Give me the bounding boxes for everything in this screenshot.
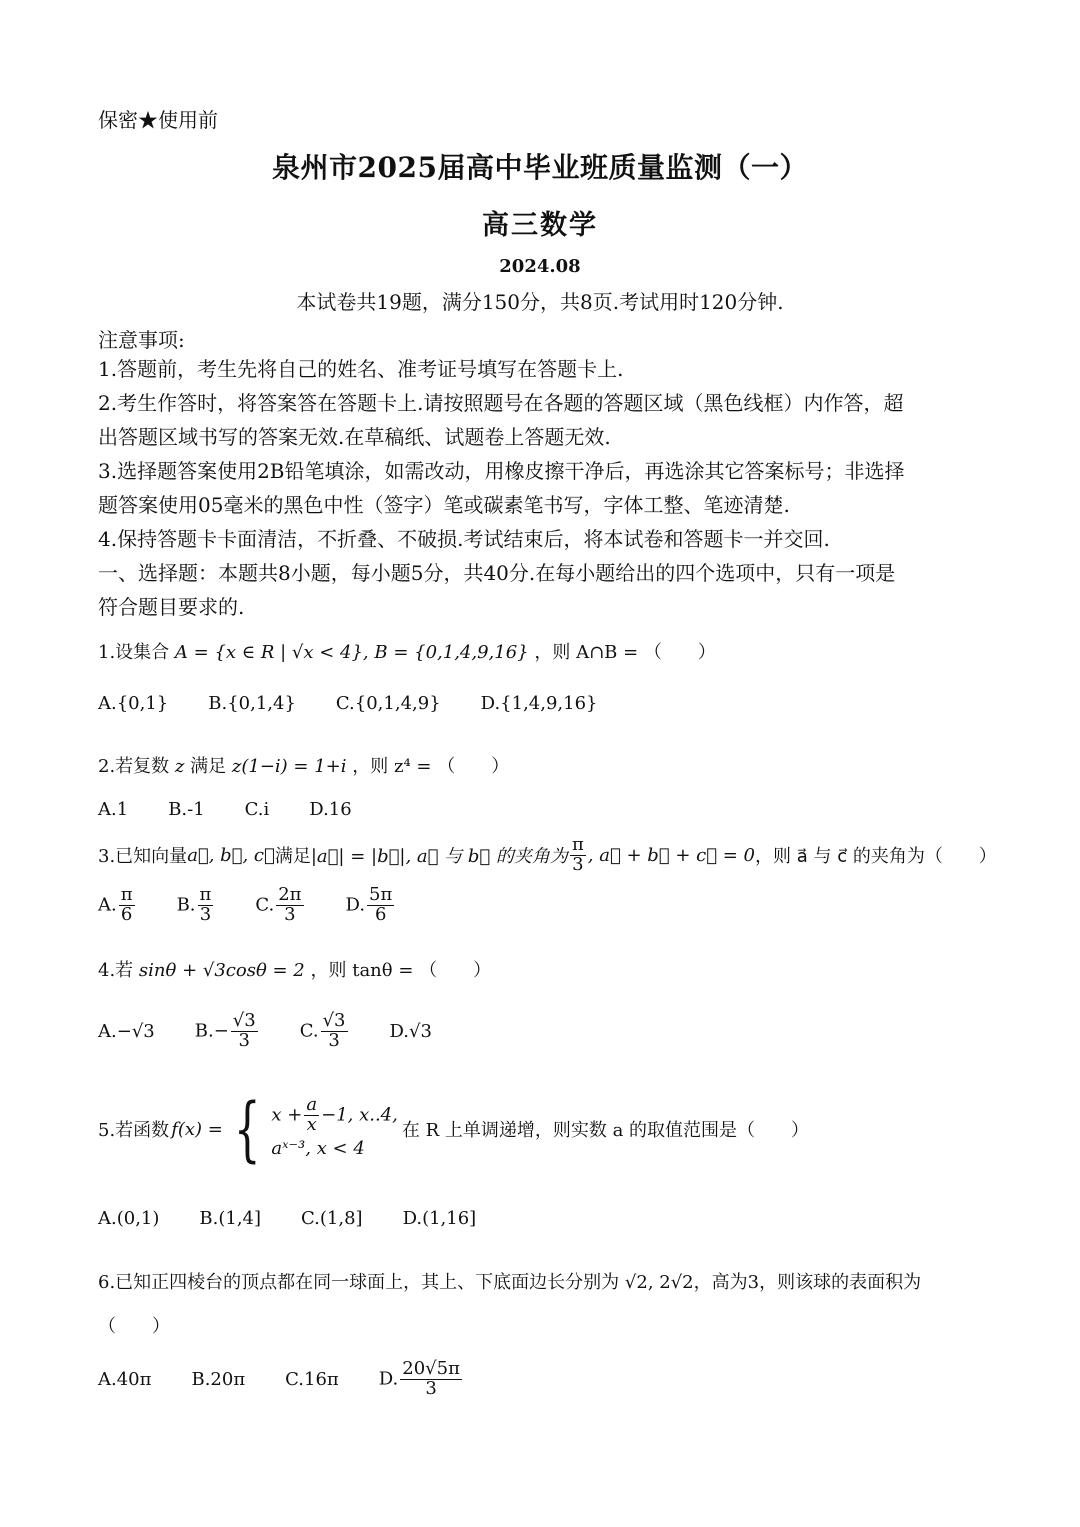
q1-option-a: A.{0,1} <box>98 693 169 714</box>
q2-math: z(1−i) = 1+i <box>231 756 347 777</box>
q6-option-d <box>379 1360 464 1399</box>
q4-option-a-text: −√3 <box>116 1020 155 1042</box>
q3-frac-den: 3 <box>572 853 584 875</box>
q4-option-d-label: D. <box>389 1020 410 1042</box>
q3-vectors: a⃗, b⃗, c⃗ <box>187 844 275 866</box>
q3-condition-2: , a⃗ + b⃗ + c⃗ = 0 <box>587 844 755 866</box>
q5-option-d: D.(1,16] <box>402 1208 477 1229</box>
q2-options <box>98 799 982 820</box>
q3-option-d-den: 6 <box>374 903 387 925</box>
q2-mid: 满足 <box>190 756 227 777</box>
q3-option-c-label: C. <box>255 894 275 916</box>
notice-item-1: 1.答题前，考生先将自己的姓名、准考证号填写在答题卡上. <box>98 357 624 381</box>
q4-option-b-sign: − <box>213 1020 229 1042</box>
question-5 <box>98 1088 982 1170</box>
q3-option-b-num: π <box>199 884 212 905</box>
q6-option-a <box>98 1369 151 1390</box>
q5-case-1-num: a <box>306 1094 318 1116</box>
q4-suffix: ，则 tanθ = （ ） <box>310 960 492 981</box>
q3-option-c <box>255 886 305 925</box>
q6-option-d-den: 3 <box>425 1377 437 1399</box>
q3-option-a <box>98 886 137 925</box>
q5-func: f(x) = <box>171 1118 223 1140</box>
q5-option-b: B.(1,4] <box>199 1208 262 1229</box>
q1-options <box>98 693 982 714</box>
notice-item-3a: 3.选择题答案使用2B铅笔填涂，如需改动，用橡皮擦干净后，再选涂其它答案标号；非选择 <box>98 459 905 483</box>
q6-option-c-text: 16π <box>304 1368 339 1390</box>
q3-options <box>98 886 982 925</box>
q3-prefix: 3.已知向量 <box>98 846 188 868</box>
q5-case-1-b: −1, x..4, <box>321 1104 398 1126</box>
exam-date: 2024.08 <box>499 256 581 277</box>
q2-option-d: D.16 <box>309 799 352 820</box>
q3-option-d-num: 5π <box>369 884 393 905</box>
q1-prefix: 1.设集合 <box>98 642 170 663</box>
q5-case-1-den: x <box>306 1114 317 1135</box>
q5-option-a: A.(0,1) <box>98 1208 160 1229</box>
q3-option-a-label: A. <box>98 894 117 916</box>
q6-option-a-text: 40π <box>116 1368 152 1390</box>
q5-case-1-a: x + <box>271 1104 303 1126</box>
q3-option-b-label: B. <box>176 894 196 916</box>
question-1 <box>98 638 982 664</box>
q2-option-c: C.i <box>244 799 270 820</box>
q3-option-a-den: 6 <box>120 903 133 925</box>
q4-option-b-num: √3 <box>232 1010 256 1031</box>
q6-option-d-label: D. <box>378 1368 399 1390</box>
question-2 <box>98 752 982 778</box>
q3-option-d <box>346 886 397 925</box>
q3-suffix: ，则 a⃗ 与 c⃗ 的夹角为（ ） <box>755 846 997 868</box>
q6-option-a-label: A. <box>98 1368 117 1390</box>
question-3 <box>98 834 997 875</box>
confidential-mark: 保密★使用前 <box>98 108 218 132</box>
q2-suffix: ，则 z⁴ = （ ） <box>352 756 510 777</box>
q3-option-b <box>177 886 216 925</box>
q6-option-d-num: 20√5π <box>402 1358 460 1379</box>
q1-option-c: C.{0,1,4,9} <box>335 693 441 714</box>
exam-subject: 高三数学 <box>482 210 598 241</box>
notice-item-3b: 题答案使用05毫米的黑色中性（签字）笔或碳素笔书写，字体工整、笔迹清楚. <box>98 493 790 517</box>
q4-options <box>98 1012 982 1051</box>
q6-options <box>98 1360 982 1399</box>
q5-case-1 <box>271 1096 397 1135</box>
q1-math: A = {x ∈ R | √x < 4}, B = {0,1,4,9,16} <box>174 642 529 663</box>
section-1-line-1: 一、选择题：本题共8小题，每小题5分，共40分.在每小题给出的四个选项中，只有一项是 <box>98 561 896 585</box>
q3-frac-num: π <box>571 834 584 855</box>
q3-option-c-num: 2π <box>278 884 302 905</box>
q4-option-c-num: √3 <box>322 1010 346 1031</box>
q1-option-d: D.{1,4,9,16} <box>480 693 598 714</box>
q6-option-c-label: C. <box>285 1368 305 1390</box>
q4-option-c <box>300 1012 350 1051</box>
q2-prefix: 2.若复数 <box>98 756 170 777</box>
q2-var: z <box>174 756 185 777</box>
q3-option-d-label: D. <box>345 894 366 916</box>
q4-option-d <box>390 1021 432 1042</box>
q4-option-c-den: 3 <box>328 1029 340 1051</box>
notice-heading: 注意事项: <box>98 328 185 352</box>
q5-prefix: 5.若函数 <box>98 1120 170 1141</box>
q1-suffix: ，则 A∩B = （ ） <box>534 642 716 663</box>
q5-case-2: aˣ⁻³, x < 4 <box>271 1137 365 1159</box>
exam-intro: 本试卷共19题，满分150分，共8页.考试用时120分钟. <box>296 290 784 314</box>
q3-mid: 满足 <box>274 846 311 868</box>
q6-option-c <box>285 1369 339 1390</box>
notice-item-2b: 出答题区域书写的答案无效.在草稿纸、试题卷上答题无效. <box>98 425 611 449</box>
question-6-line-2: （ ） <box>98 1316 170 1337</box>
q5-piecewise <box>225 1088 398 1170</box>
q3-option-a-num: π <box>120 884 133 905</box>
q2-option-b: B.-1 <box>168 799 205 820</box>
q3-option-b-den: 3 <box>199 903 212 925</box>
q4-option-a-label: A. <box>98 1020 117 1042</box>
q5-options <box>98 1208 982 1229</box>
q5-suffix: 在 R 上单调递增，则实数 a 的取值范围是（ ） <box>401 1120 810 1141</box>
section-1-line-2: 符合题目要求的. <box>98 595 245 619</box>
question-4 <box>98 956 982 982</box>
q5-cases <box>271 1096 397 1162</box>
q4-option-b-label: B. <box>194 1020 214 1042</box>
q2-option-a: A.1 <box>98 799 129 820</box>
q4-prefix: 4.若 <box>98 960 134 981</box>
q6-option-b-text: 20π <box>210 1368 246 1390</box>
q6-option-b <box>191 1369 245 1390</box>
q3-angle-fraction <box>570 836 586 875</box>
q3-option-c-den: 3 <box>284 903 296 925</box>
question-6-line-1: 6.已知正四棱台的顶点都在同一球面上，其上、下底面边长分别为 √2, 2√2，高为3，则该球的表面积为 <box>98 1272 922 1293</box>
q5-brace: { <box>233 1088 261 1170</box>
exam-title: 泉州市2025届高中毕业班质量监测（一） <box>272 151 808 184</box>
q3-condition: |a⃗| = |b⃗|, a⃗ 与 b⃗ 的夹角为 <box>310 846 568 868</box>
notice-item-4: 4.保持答题卡卡面清洁，不折叠、不破损.考试结束后，将本试卷和答题卡一并交回. <box>98 527 830 551</box>
q1-option-b: B.{0,1,4} <box>208 693 296 714</box>
q4-math: sinθ + √3cosθ = 2 <box>138 960 305 981</box>
q4-option-c-label: C. <box>299 1020 319 1042</box>
q4-option-a <box>98 1021 155 1042</box>
q4-option-d-text: √3 <box>409 1020 432 1042</box>
q5-option-c: C.(1,8] <box>301 1208 363 1229</box>
q4-option-b <box>195 1012 260 1051</box>
q6-option-b-label: B. <box>191 1368 211 1390</box>
notice-item-2a: 2.考生作答时，将答案答在答题卡上.请按照题号在各题的答题区域（黑色线框）内作答，超 <box>98 391 904 415</box>
q4-option-b-den: 3 <box>238 1029 250 1051</box>
